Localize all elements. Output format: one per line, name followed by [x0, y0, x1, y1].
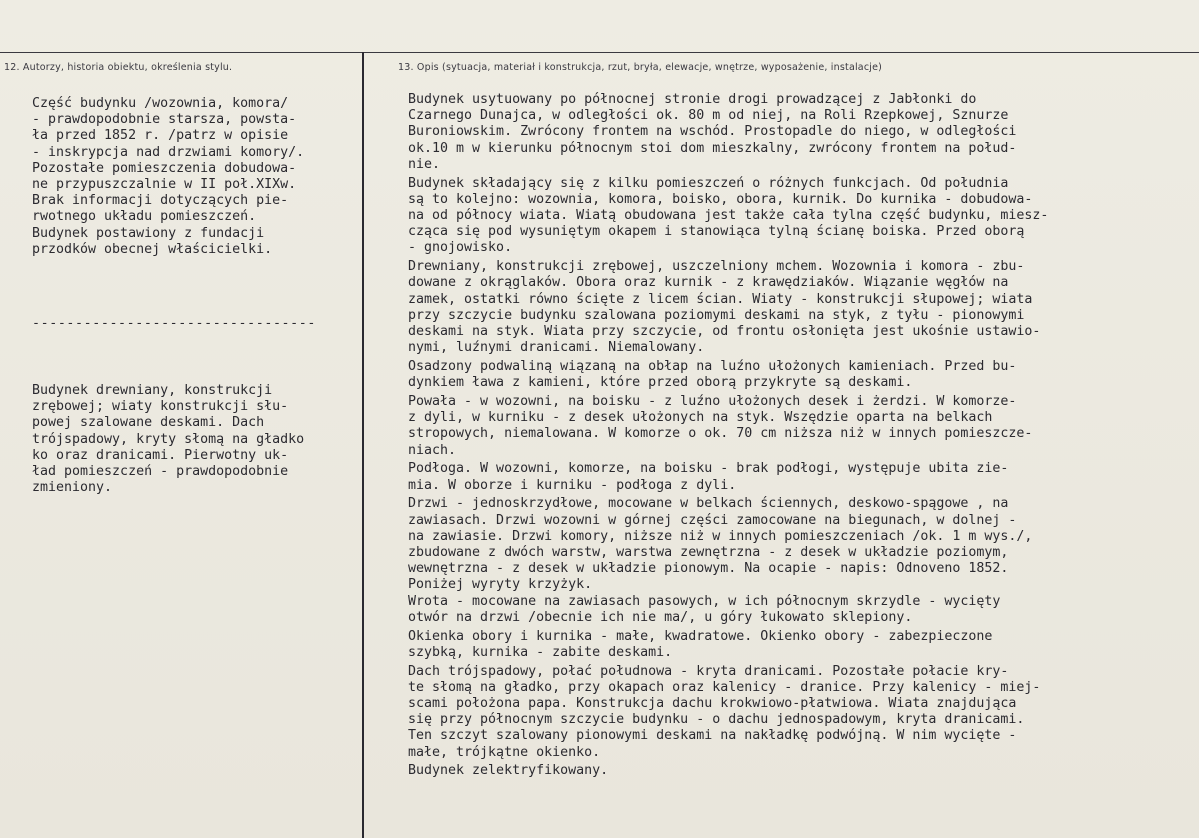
text-line: szybką, kurnika - zabite deskami. [408, 644, 673, 660]
text-line: Budynek drewniany, konstrukcji [32, 383, 273, 398]
text-line: Drzwi - jednoskrzydłowe, mocowane w belkach ściennych, deskowo-spągowe , na [408, 496, 1009, 512]
text-line: z dyli, w kurniku - z desek ułożonych na styk. Wszędzie oparta na belkach [408, 410, 993, 426]
text-line: Budynek składający się z kilku pomieszczeń o różnych funkcjach. Od południa [408, 175, 1009, 191]
text-line: - gnojowisko. [408, 240, 513, 256]
text-line: mia. W oborze i kurniku - podłoga z dyli. [408, 477, 737, 493]
text-line: Budynek postawiony z fundacji [32, 225, 265, 241]
text-line: są to kolejno: wozownia, komora, boisko, obora, kurnik. Do kurnika - dobudowa- [408, 191, 1033, 207]
text-line: Powała - w wozowni, na boisku - z luźno ułożonych desek i żerdzi. W komorze- [408, 394, 1017, 410]
paragraph [408, 629, 1048, 661]
text-line: Dach trójspadowy, połać połudnowa - kryta dranicami. Pozostałe połacie kry- [408, 663, 1009, 679]
text-line: cząca się pod wysuniętym okapem i stanowiąca tylną ścianę boiska. Przed oborą [408, 224, 1025, 240]
text-line: - prawdopodobnie starsza, powsta- [32, 112, 297, 128]
text-line: powej szalowane deskami. Dach [32, 415, 265, 431]
text-line: dowane z okrąglaków. Obora oraz kurnik - z krawędziaków. Wiązanie węgłów na [408, 275, 1009, 291]
header-rule [0, 52, 1199, 53]
text-line: Budynek usytuowany po północnej stronie drogi prowadzącej z Jabłonki do [408, 92, 977, 107]
text-line: zbudowane z dwóch warstw, warstwa zewnętrzna - z desek w układzie poziomym, [408, 545, 1009, 561]
text-line: stropowych, niemalowana. W komorze o ok. 70 cm niższa niż w innych pomieszcze- [408, 426, 1033, 442]
text-line: Poniżej wyryty krzyżyk. [408, 577, 593, 593]
text-line: Ten szczyt szalowany pionowymi deskami na nakładkę podwójną. W nim wycięte - [408, 728, 1017, 744]
paragraph [408, 259, 1048, 356]
text-line: Podłoga. W wozowni, komorze, na boisku - brak podłogi, występuje ubita zie- [408, 461, 1009, 477]
text-line: zmieniony. [32, 480, 113, 496]
text-line: Wrota - mocowane na zawiasach pasowych, w ich północnym skrzydle - wycięty [408, 593, 1001, 609]
column-divider [362, 52, 364, 838]
text-line: Osadzony podwaliną wiązaną na obłap na luźno ułożonych kamieniach. Przed bu- [408, 359, 1017, 375]
text-line: ne przypuszczalnie w II poł.XIXw. [32, 177, 297, 193]
history-text [32, 96, 304, 258]
paragraph [408, 92, 1048, 173]
text-line: ład pomieszczeń - prawdopodobnie [32, 464, 289, 480]
text-line: na zawiasie. Drzwi komory, niższe niż w innych pomieszczeniach /ok. 1 m wys./, [408, 528, 1033, 544]
section-12-header: 12. Autorzy, historia obiektu, określenia stylu. [4, 62, 233, 73]
description-text [408, 92, 1048, 780]
paragraph [408, 359, 1048, 391]
paragraph [408, 176, 1048, 257]
text-line: nymi, luźnymi dranicami. Niemalowany. [408, 340, 705, 356]
text-line: się przy północnym szczycie budynku - o dachu jednospadowym, kryta dranicami. [408, 712, 1025, 728]
text-line: Okienka obory i kurnika - małe, kwadratowe. Okienko obory - zabezpieczone [408, 628, 993, 644]
text-line: dynkiem ława z kamieni, które przed oborą przykryte są deskami. [408, 375, 913, 391]
paragraph [408, 496, 1048, 626]
text-line: zawiasach. Drzwi wozowni w górnej części zamocowane na biegunach, w dolnej - [408, 512, 1017, 528]
text-line: Część budynku /wozownia, komora/ [32, 96, 289, 111]
text-line: rwotnego układu pomieszczeń. [32, 209, 257, 225]
text-line: Drewniany, konstrukcji zrębowej, uszczelniony mchem. Wozownia i komora - zbu- [408, 259, 1025, 275]
section-13-header: 13. Opis (sytuacja, materiał i konstrukcja, rzut, bryła, elewacje, wnętrze, wyposażenie, instalacje) [398, 62, 883, 73]
text-line: deskami na styk. Wiata przy szczycie, od frontu osłonięta jest ukośnie ustawio- [408, 324, 1041, 340]
text-line: Pozostałe pomieszczenia dobudowa- [32, 160, 297, 176]
text-line: przy szczycie budynku szalowana poziomymi deskami na styk, z tyłu - pionowymi [408, 307, 1025, 323]
text-line: scami położona papa. Konstrukcja dachu krokwiowo-płatwiowa. Wiata znajdująca [408, 696, 1017, 712]
paragraph [408, 394, 1048, 459]
dashed-divider: --------------------------------- [32, 316, 316, 331]
paragraph [408, 763, 1048, 779]
text-line: przodków obecnej właścicielki. [32, 241, 273, 257]
text-line: ok.10 m w kierunku północnym stoi dom mieszkalny, zwrócony frontem na połud- [408, 140, 1017, 156]
text-line: zrębowej; wiaty konstrukcji słu- [32, 399, 289, 415]
text-line: wewnętrzna - z desek w układzie pionowym. Na ocapie - napis: Odnoveno 1852. [408, 561, 1009, 577]
text-line: nie. [408, 156, 441, 172]
paragraph [408, 664, 1048, 761]
text-line: Brak informacji dotyczących pie- [32, 193, 289, 209]
paragraph [408, 461, 1048, 493]
text-line: Buroniowskim. Zwrócony frontem na wschód. Prostopadle do niego, w odległości [408, 124, 1017, 140]
text-line: na od północy wiata. Wiatą obudowana jest także cała tylna część budynku, miesz- [408, 208, 1049, 224]
text-line: ła przed 1852 r. /patrz w opisie [32, 128, 289, 144]
text-line: trójspadowy, kryty słomą na gładko [32, 431, 305, 447]
text-line: ko oraz dranicami. Pierwotny uk- [32, 447, 289, 463]
text-line: Budynek zelektryfikowany. [408, 763, 609, 779]
text-line: - inskrypcja nad drzwiami komory/. [32, 144, 305, 160]
text-line: te słomą na gładko, przy okapach oraz kalenicy - dranice. Przy kalenicy - miej- [408, 679, 1041, 695]
text-line: otwór na drzwi /obecnie ich nie ma/, u góry łukowato sklepiony. [408, 609, 913, 625]
text-line: niach. [408, 442, 457, 458]
style-text [32, 383, 304, 496]
text-line: małe, trójkątne okienko. [408, 744, 601, 760]
text-line: Czarnego Dunajca, w odległości ok. 80 m od niej, na Roli Rzepkowej, Sznurze [408, 108, 1009, 124]
text-line: zamek, ostatki równo ścięte z licem ścian. Wiaty - konstrukcji słupowej; wiata [408, 291, 1033, 307]
